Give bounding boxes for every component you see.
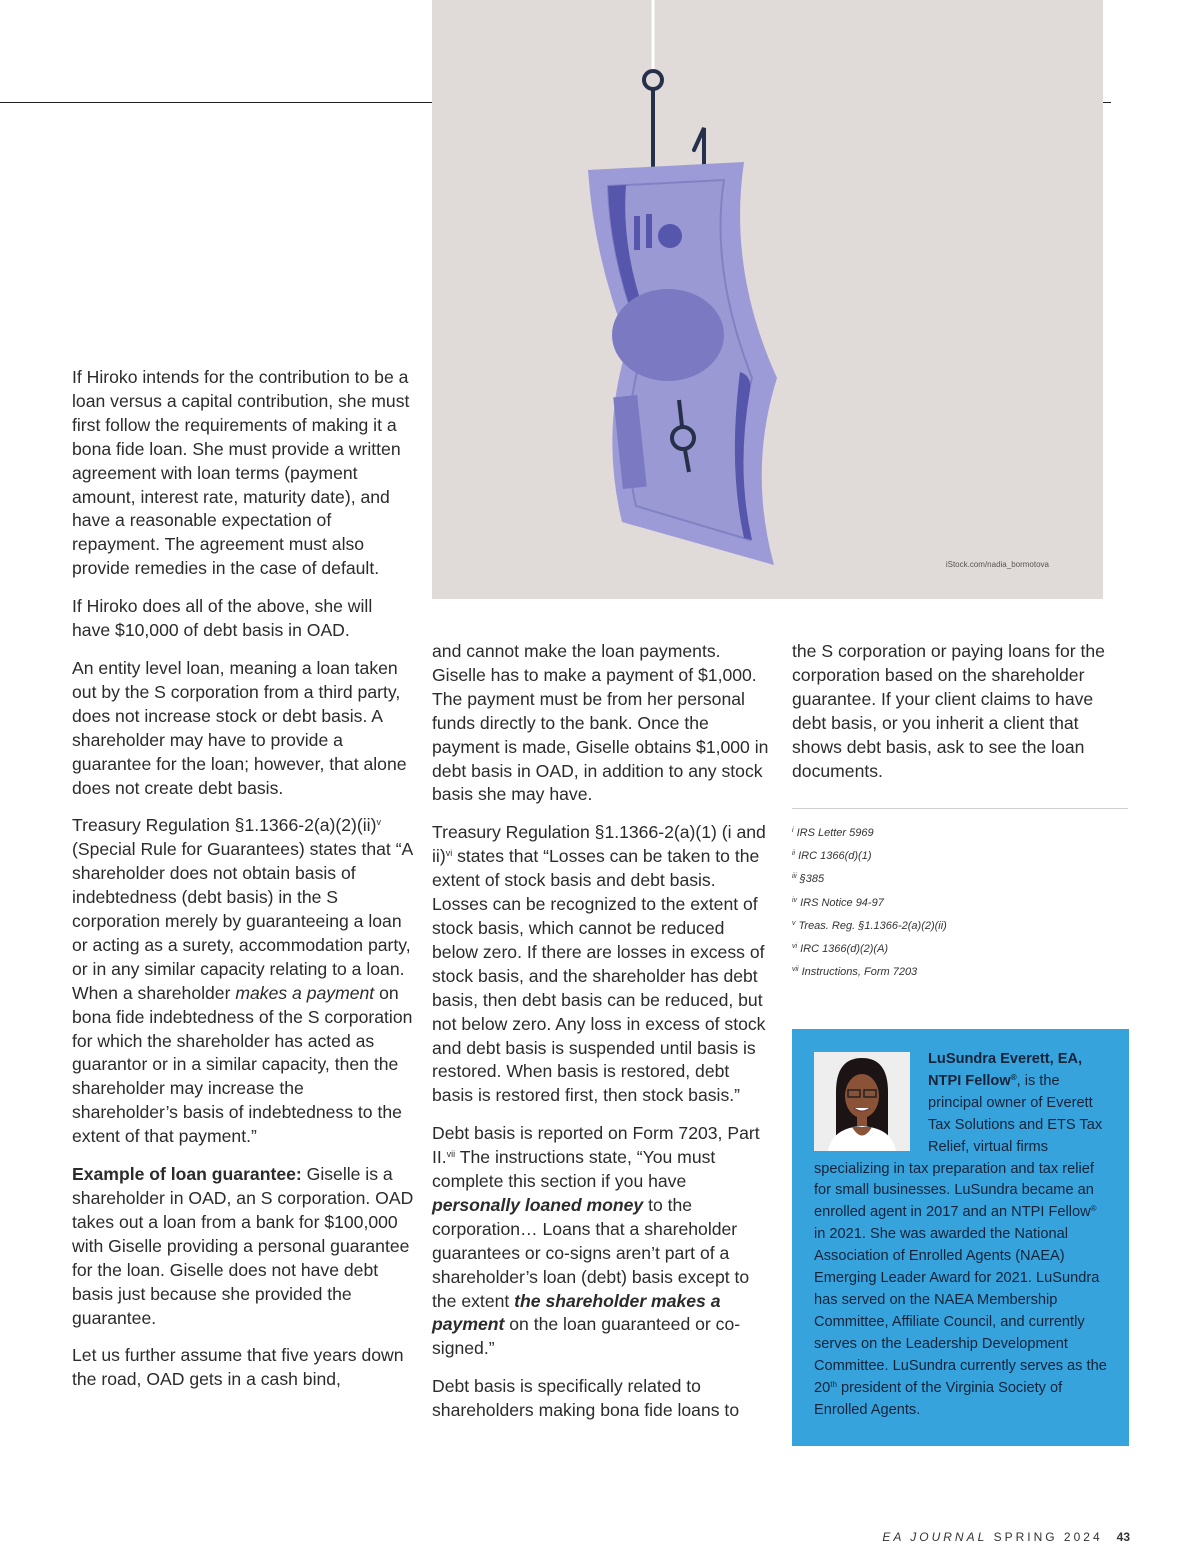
text-run: to the corporation… Loans that a shareholder guarantees or co-signs aren’t part of a shareholder’s loan (debt) basis except to the extent — [432, 1194, 750, 1311]
text-run: Treasury Regulation §1.1366-2(a)(2)(ii) — [72, 815, 377, 836]
page-footer — [882, 1530, 1130, 1544]
bio-text: president of the Virginia Society of Enrolled Agents. — [814, 1379, 1063, 1418]
text-run: The instructions state, “You must complete this section if you have — [432, 1147, 716, 1192]
paragraph: Let us further assume that five years down the road, OAD gets in a cash bind, — [72, 1345, 404, 1390]
dollar-on-hook-icon — [432, 0, 1103, 599]
footnotes-list — [792, 824, 1128, 986]
emphasis: the shareholder makes a payment — [432, 1290, 721, 1335]
column-1 — [72, 366, 414, 1406]
footnote-ref: v — [376, 817, 381, 828]
author-bio-box — [792, 1029, 1129, 1446]
bio-text: , is the principal owner of Everett Tax Solutions and ETS Tax Relief, virtual firms specializing in tax preparation and tax relief for small businesses. LuSundra became an enrolled agent in 2017 and an NTPI Fellow — [814, 1072, 1103, 1221]
paragraph — [432, 821, 772, 1108]
footnote-ref: vi — [445, 848, 453, 859]
author-name: LuSundra Everett, EA, NTPI Fellow — [928, 1051, 1083, 1089]
ordinal-suffix: th — [830, 1379, 837, 1389]
example-lead: Example of loan guarantee: — [72, 1164, 302, 1185]
footnote-ref: vii — [446, 1149, 456, 1160]
paragraph — [72, 814, 414, 1149]
top-rule — [0, 102, 432, 103]
paragraph: and cannot make the loan payments. Giselle has to make a payment of $1,000. The payment must be from her personal funds directly to the bank. Once the payment is made, Giselle obtains $1,000 in debt basis in OAD, in addition to any stock basis she may have. — [432, 641, 769, 805]
footnote: $^{iii}$ §385 — [792, 873, 825, 886]
journal-name: EA JOURNAL — [882, 1530, 988, 1544]
text-run: states that “Losses can be taken to the extent of stock basis and debt basis. Losses can be recognized to the extent of stock basis, which cannot be reduced below zero. If there are losses in excess of stock basis, and the shareholder has debt basis, then debt basis can be reduced, but not below zero. Any loss in excess of stock and debt basis is suspended until basis is restored. When basis is restored, debt basis is restored first, then stock basis.” — [432, 846, 766, 1106]
paragraph: An entity level loan, meaning a loan taken out by the S corporation from a third party, does not increase stock or debt basis. A shareholder may have to provide a guarantee for the loan; however, that alone does not create debt basis. — [72, 657, 407, 798]
footnote: $^v$ Treas. Reg. §1.1366-2(a)(2)(ii) — [792, 919, 947, 932]
footnote: $^{ii}$ IRC 1366(d)(1) — [792, 850, 872, 863]
paragraph — [72, 1163, 414, 1330]
column-2 — [432, 640, 772, 1437]
registered-mark: ® — [1090, 1204, 1097, 1214]
text-run: on bona fide indebtedness of the S corporation for which the shareholder has acted as guarantor or in a similar capacity, then the shareholder may increase the shareholder’s basis of indebtedness to the extent of that payment.” — [72, 982, 413, 1147]
text-run: Debt basis is reported on Form 7203, Part II. — [432, 1123, 760, 1168]
paragraph: If Hiroko does all of the above, she will have $10,000 of debt basis in OAD. — [72, 596, 373, 641]
author-portrait-icon — [814, 1052, 910, 1151]
paragraph — [432, 1122, 772, 1361]
registered-mark: ® — [1010, 1072, 1017, 1082]
text-run: Giselle is a shareholder in OAD, an S corporation. OAD takes out a loan from a bank for $100,000 with Giselle providing a personal guarantee for the loan. Giselle does not have debt basis just because she provided the guarantee. — [72, 1164, 414, 1328]
footnote: $^{vi}$ IRC 1366(d)(2)(A) — [792, 942, 889, 955]
issue-label: SPRING 2024 — [993, 1530, 1103, 1544]
text-run: on the loan guaranteed or co-signed.” — [432, 1314, 741, 1359]
footnote: $^{vii}$ Instructions, Form 7203 — [792, 966, 918, 979]
paragraph: If Hiroko intends for the contribution to be a loan versus a capital contribution, she must first follow the requirements of making it a bona fide loan. She must provide a written agreement with loan terms (payment amount, interest rate, maturity date), and have a reasonable expectation of repayment. The agreement must also provide remedies in the case of default. — [72, 367, 410, 579]
bio-text: in 2021. She was awarded the National Association of Enrolled Agents (NAEA) Emerging Leader Award for 2021. LuSundra has served on the NAEA Membership Committee, Affiliate Council, and currently serves on the Leadership Development Committee. LuSundra currently serves as the 20 — [814, 1226, 1107, 1396]
emphasis: makes a payment — [235, 982, 375, 1003]
photo-credit: iStock.com/nadia_bormotova — [945, 560, 1049, 569]
paragraph: the S corporation or paying loans for the corporation based on the shareholder guarantee. If your client claims to have debt basis, or you inherit a client that shows debt basis, ask to see the loan documents. — [792, 641, 1105, 781]
footnotes-divider — [792, 808, 1128, 809]
top-rule-right — [1102, 102, 1111, 103]
paragraph: Debt basis is specifically related to shareholders making bona fide loans to — [432, 1376, 740, 1421]
hooked-dollar-illustration — [432, 0, 1103, 599]
page-number: 43 — [1116, 1530, 1130, 1544]
text-run: Treasury Regulation §1.1366-2(a)(1) (i and ii) — [432, 822, 766, 867]
footnote: $^{iv}$ IRS Notice 94-97 — [792, 896, 884, 909]
footnote: $^i$ IRS Letter 5969 — [792, 827, 874, 839]
author-photo — [814, 1052, 910, 1151]
column-3 — [792, 640, 1128, 797]
text-run: (Special Rule for Guarantees) states that “A shareholder does not obtain basis of indebtedness (debt basis) in the S corporation merely by guaranteeing a loan or acting as a surety, accommodation party, or in any similar capacity relating to a loan. When a shareholder — [72, 839, 413, 1003]
emphasis: personally loaned money — [432, 1194, 644, 1215]
